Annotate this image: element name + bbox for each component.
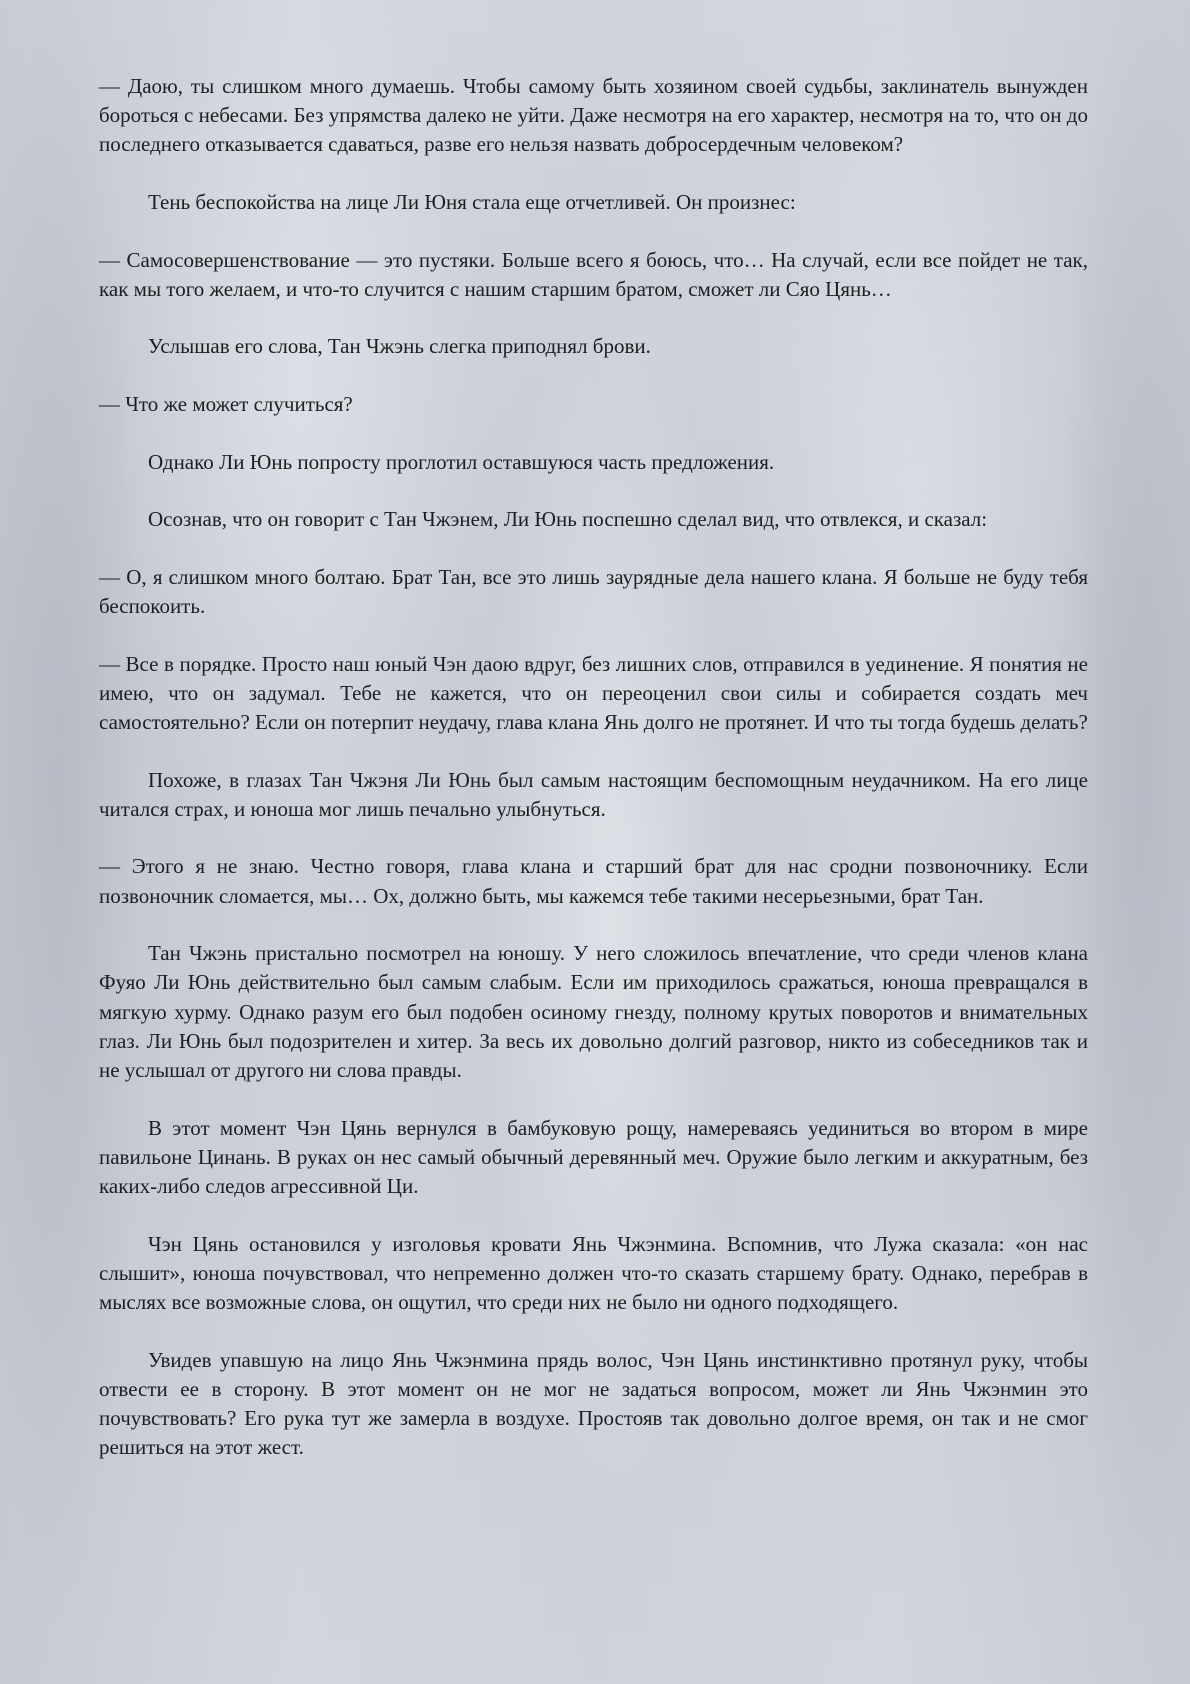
paragraph-6: Однако Ли Юнь попросту проглотил оставшуюся часть предложения.	[148, 449, 775, 474]
paragraph-7: Осознав, что он говорит с Тан Чжэнем, Ли Юнь поспешно сделал вид, что отвлекся, и сказал:	[148, 507, 988, 532]
paragraph-13: В этот момент Чэн Цянь вернулся в бамбуковую рощу, намереваясь уединиться во втором в мире павильоне Цинань. В руках он нес самый обычный деревянный меч. Оружие было легким и аккуратным, без каких-либо следов агрессивной Ци.	[99, 1115, 1088, 1198]
paragraph-12: Тан Чжэнь пристально посмотрел на юношу. У него сложилось впечатление, что среди членов клана Фуяо Ли Юнь действительно был самым слабым. Если им приходилось сражаться, юноша превращался в мягкую хурму. Однако разум его был подобен осиному гнезду, полному крутых поворотов и внимательных глаз. Ли Юнь был подозрителен и хитер. За весь их довольно долгий разговор, никто из собеседников так и не услышал от другого ни слова правды.	[99, 941, 1088, 1082]
paragraph-3: — Самосовершенствование — это пустяки. Больше всего я боюсь, что… На случай, если все пойдет не так, как мы того желаем, и что-то случится с нашим старшим братом, сможет ли Сяо Цянь…	[99, 247, 1088, 301]
paragraph-14: Чэн Цянь остановился у изголовья кровати Янь Чжэнмина. Вспомнив, что Лужа сказала: «он нас слышит», юноша почувствовал, что непременно должен что-то сказать старшему брату. Однако, перебрав в мыслях все возможные слова, он ощутил, что среди них не было ни одного подходящего.	[99, 1231, 1088, 1314]
paragraph-5: — Что же может случиться?	[99, 391, 353, 416]
paragraph-9: — Все в порядке. Просто наш юный Чэн даою вдруг, без лишних слов, отправился в уединение. Я понятия не имею, что он задумал. Тебе не кажется, что он переоценил свои силы и собирается создать меч самостоятельно? Если он потерпит неудачу, глава клана Янь долго не протянет. И что ты тогда будешь делать?	[99, 651, 1088, 734]
paragraph-8: — О, я слишком много болтаю. Брат Тан, все это лишь заурядные дела нашего клана. Я больше не буду тебя беспокоить.	[99, 564, 1088, 618]
paragraph-2: Тень беспокойства на лице Ли Юня стала еще отчетливей. Он произнес:	[148, 190, 796, 214]
paragraph-10: Похоже, в глазах Тан Чжэня Ли Юнь был самым настоящим беспомощным неудачником. На его лице читался страх, и юноша мог лишь печально улыбнуться.	[99, 767, 1088, 821]
paragraph-1: — Даою, ты слишком много думаешь. Чтобы самому быть хозяином своей судьбы, заклинатель вынужден бороться с небесами. Без упрямства далеко не уйти. Даже несмотря на его характер, несмотря на то, что он до последнего отказывается сдаваться, разве его нельзя назвать добросердечным человеком?	[99, 74, 1088, 157]
paragraph-15: Увидев упавшую на лицо Янь Чжэнмина прядь волос, Чэн Цянь инстинктивно протянул руку, чтобы отвести ее в сторону. В этот момент он не мог не задаться вопросом, может ли Янь Чжэнмин это почувствовать? Его рука тут же замерла в воздухе. Простояв так довольно долгое время, он так и не смог решиться на этот жест.	[99, 1347, 1088, 1460]
document-page	[99, 72, 1088, 1491]
paragraph-4: Услышав его слова, Тан Чжэнь слегка приподнял брови.	[148, 334, 651, 359]
paragraph-11: — Этого я не знаю. Честно говоря, глава клана и старший брат для нас сродни позвоночнику. Если позвоночник сломается, мы… Ох, должно быть, мы кажемся тебе такими несерьезными, брат Тан.	[99, 854, 1088, 908]
